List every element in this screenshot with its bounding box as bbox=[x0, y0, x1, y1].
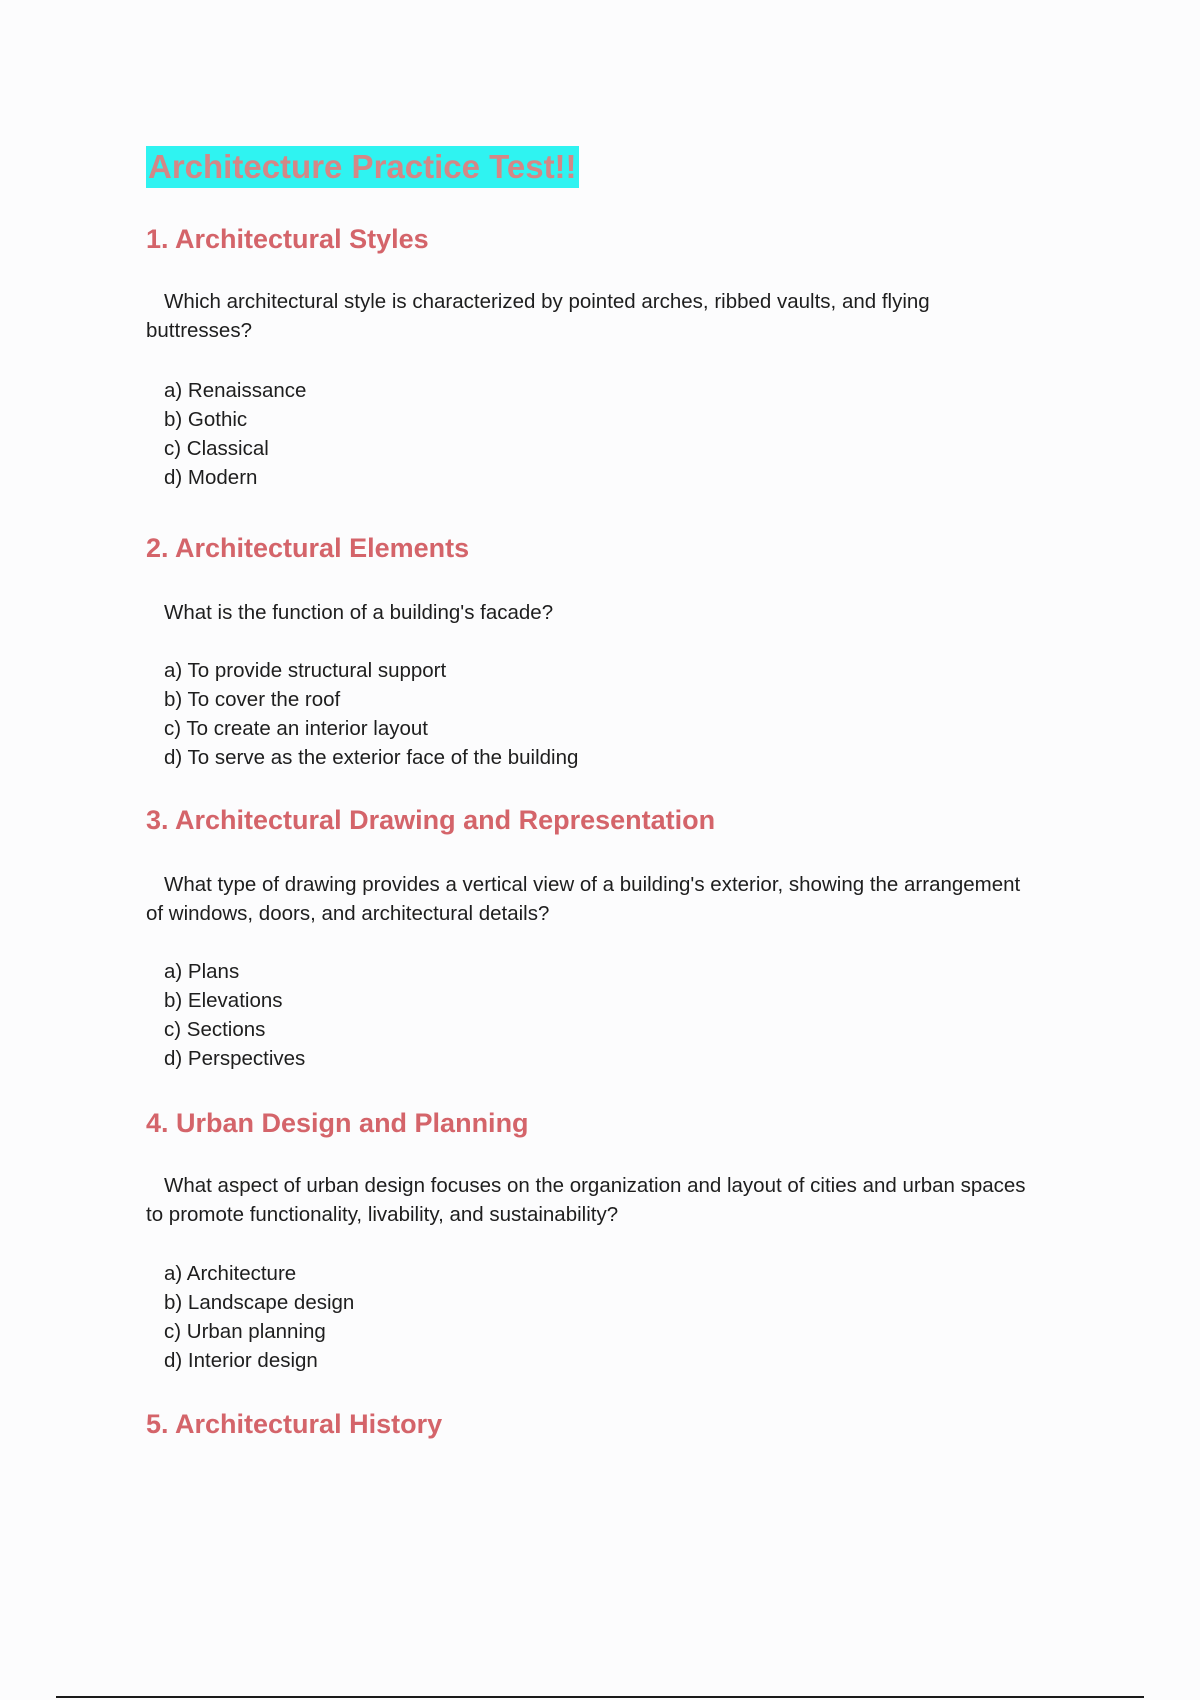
question-4: What aspect of urban design focuses on the organization and layout of cities and urban spaces to promote functionality, livability, and sustainability? bbox=[146, 1174, 1026, 1226]
section-heading-3: 3. Architectural Drawing and Representation bbox=[146, 805, 716, 835]
section-heading-2: 2. Architectural Elements bbox=[146, 533, 470, 563]
option-3b: b) Elevations bbox=[164, 989, 283, 1012]
option-2a: a) To provide structural support bbox=[164, 659, 447, 682]
footer-divider bbox=[56, 1696, 1144, 1698]
option-1a: a) Renaissance bbox=[164, 379, 307, 402]
question-1: Which architectural style is characterized by pointed arches, ribbed vaults, and flying buttresses? bbox=[146, 290, 930, 342]
option-1c: c) Classical bbox=[164, 437, 269, 460]
section-heading-5: 5. Architectural History bbox=[146, 1409, 443, 1439]
option-3a: a) Plans bbox=[164, 960, 240, 983]
option-3c: c) Sections bbox=[164, 1018, 266, 1041]
option-3d: d) Perspectives bbox=[164, 1047, 306, 1070]
options-list-3 bbox=[164, 957, 305, 1073]
option-2d: d) To serve as the exterior face of the building bbox=[164, 746, 579, 769]
question-2: What is the function of a building's facade? bbox=[164, 601, 554, 624]
option-4a: a) Architecture bbox=[164, 1262, 297, 1285]
option-4c: c) Urban planning bbox=[164, 1320, 326, 1343]
option-1b: b) Gothic bbox=[164, 408, 248, 431]
option-2b: b) To cover the roof bbox=[164, 688, 341, 711]
section-heading-1: 1. Architectural Styles bbox=[146, 224, 429, 254]
options-list-2 bbox=[164, 656, 578, 772]
document-title: Architecture Practice Test!! bbox=[146, 146, 579, 188]
option-4d: d) Interior design bbox=[164, 1349, 318, 1372]
options-list-1 bbox=[164, 376, 306, 492]
section-heading-4: 4. Urban Design and Planning bbox=[146, 1108, 529, 1138]
option-1d: d) Modern bbox=[164, 466, 258, 489]
option-4b: b) Landscape design bbox=[164, 1291, 355, 1314]
options-list-4 bbox=[164, 1259, 354, 1375]
question-3: What type of drawing provides a vertical view of a building's exterior, showing the arrangement of windows, doors, and architectural details? bbox=[146, 873, 1021, 925]
option-2c: c) To create an interior layout bbox=[164, 717, 428, 740]
